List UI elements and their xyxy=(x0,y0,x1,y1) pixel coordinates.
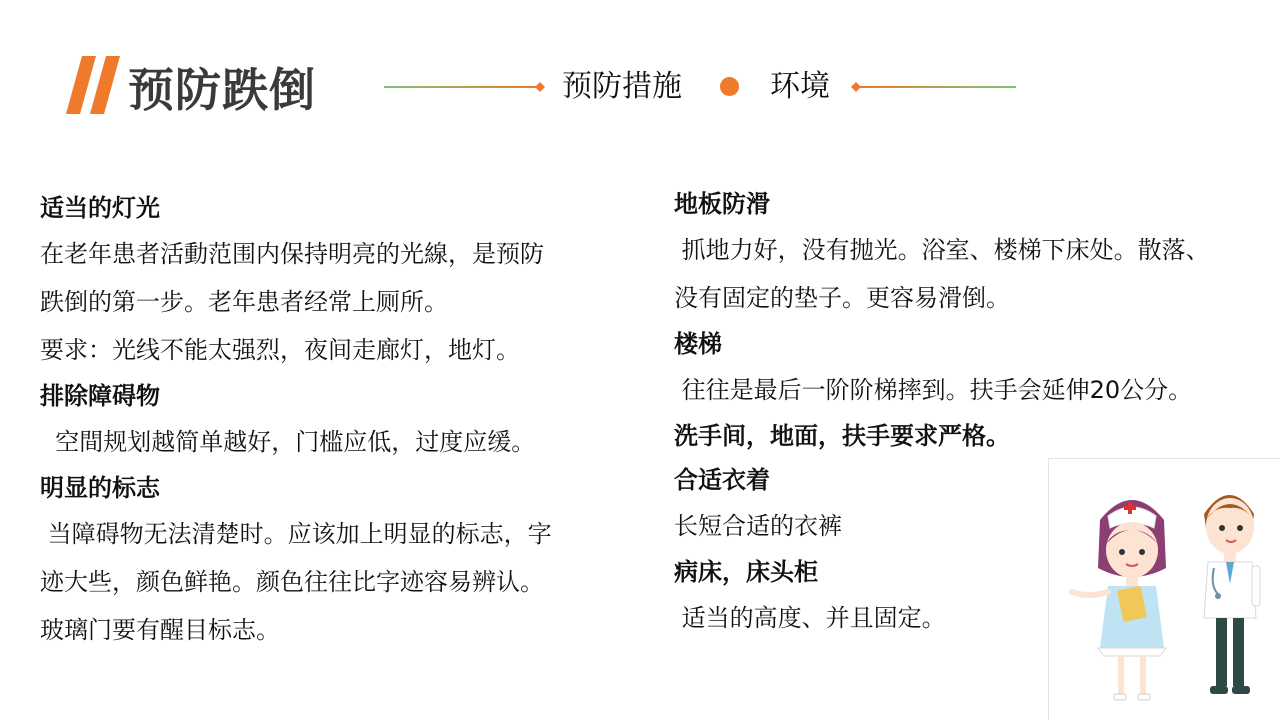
nurse-doctor-illustration xyxy=(1048,458,1280,720)
section-text-line: 当障碍物无法清楚时。应该加上明显的标志，字 xyxy=(40,520,552,548)
section-heading-stairs: 楼梯 xyxy=(674,330,722,358)
section-text-line: 往往是最后一阶阶梯摔到。扶手会延伸20公分。 xyxy=(674,376,1193,404)
header-decoration-line xyxy=(384,80,1018,94)
section-text-line: 要求：光线不能太强烈，夜间走廊灯，地灯。 xyxy=(40,336,520,364)
section-text-line: 在老年患者活動范围内保持明亮的光線，是预防 xyxy=(40,240,544,268)
subtitle-prevention: 预防措施 xyxy=(562,69,682,104)
left-column xyxy=(40,186,620,654)
section-heading-clothing: 合适衣着 xyxy=(674,466,770,494)
section-text-line: 没有固定的垫子。更容易滑倒。 xyxy=(674,284,1010,312)
subtitle-environment: 环境 xyxy=(770,69,830,104)
section-heading-lighting: 适当的灯光 xyxy=(40,194,160,222)
section-heading-obstacles: 排除障碍物 xyxy=(40,382,160,410)
section-text-line: 迹大些，颜色鲜艳。颜色往往比字迹容易辨认。 xyxy=(40,568,544,596)
section-text-line: 玻璃门要有醒目标志。 xyxy=(40,616,280,644)
section-text-line: 跌倒的第一步。老年患者经常上厕所。 xyxy=(40,288,448,316)
section-text-line: 长短合适的衣裤 xyxy=(674,512,842,540)
section-text-line: 适当的高度、并且固定。 xyxy=(674,604,946,632)
section-heading-floor: 地板防滑 xyxy=(674,190,770,218)
illustration-frame xyxy=(1048,458,1280,720)
section-text-line: 抓地力好，没有抛光。浴室、楼梯下床处。散落、 xyxy=(674,236,1210,264)
section-heading-signs: 明显的标志 xyxy=(40,474,160,502)
section-heading-bed: 病床，床头柜 xyxy=(674,558,818,586)
page-title: 预防跌倒 xyxy=(128,63,316,117)
section-heading-bathroom: 洗手间，地面，扶手要求严格。 xyxy=(674,422,1010,450)
separator-dot xyxy=(720,77,739,96)
title-slash-icon xyxy=(66,56,122,118)
section-text-line: 空間规划越简单越好，门槛应低，过度应缓。 xyxy=(40,428,536,456)
